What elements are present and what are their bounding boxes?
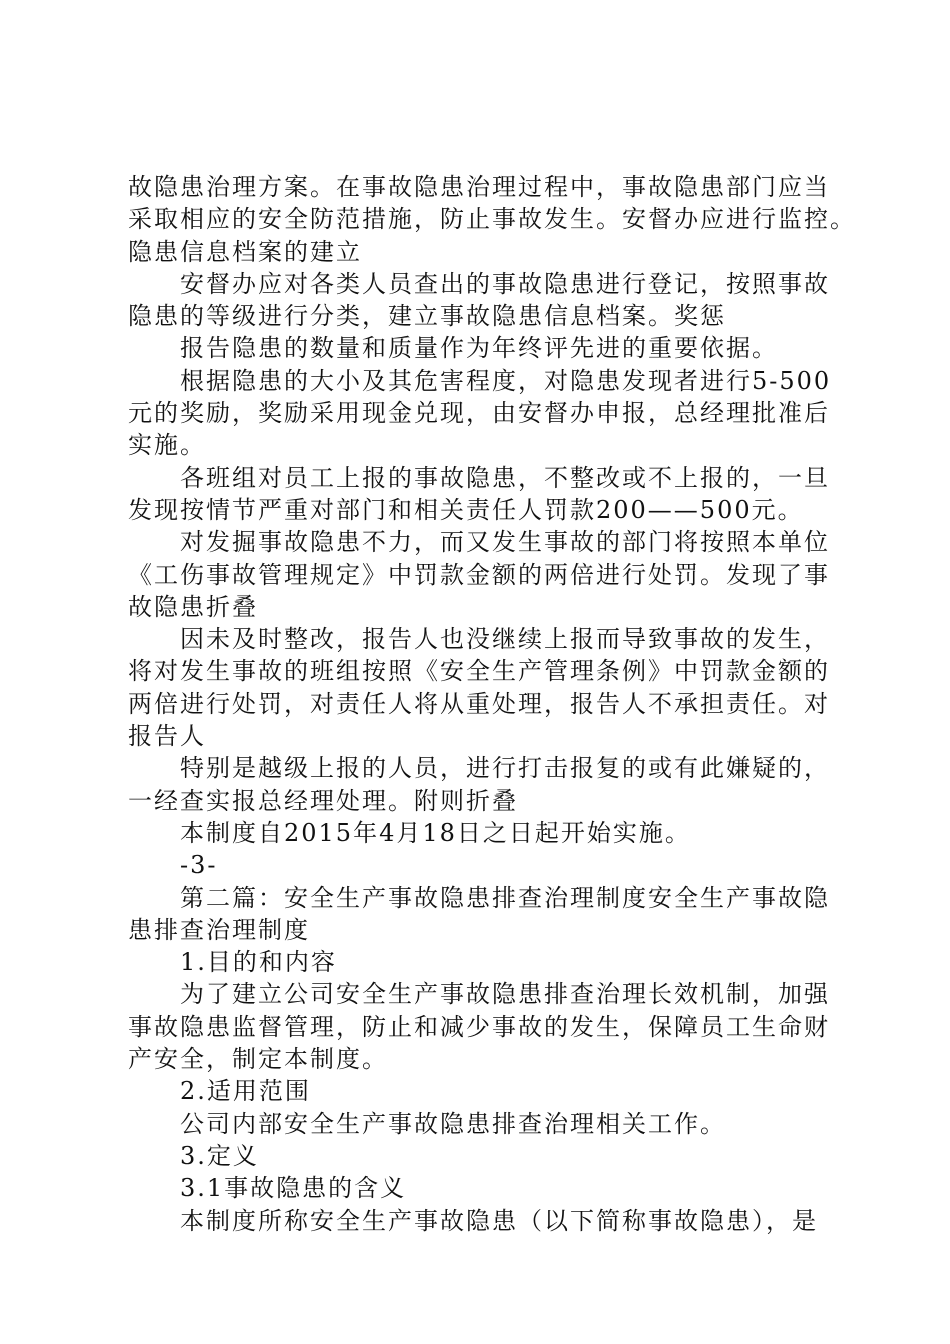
paragraph-line: 故隐患折叠: [128, 592, 258, 621]
paragraph-line: 元的奖励，奖励采用现金兑现，由安督办申报，总经理批准后: [128, 399, 830, 428]
paragraph-line: 将对发生事故的班组按照《安全生产管理条例》中罚款金额的: [128, 657, 830, 686]
paragraph-line-indented: 因未及时整改，报告人也没继续上报而导致事故的发生，: [180, 625, 830, 654]
paragraph-line-indented: 公司内部安全生产事故隐患排查治理相关工作。: [180, 1109, 726, 1138]
paragraph-line-indented: 报告隐患的数量和质量作为年终评先进的重要依据。: [180, 334, 778, 363]
paragraph-line-indented: 3.定义: [180, 1141, 259, 1170]
paragraph-line: 两倍进行处罚，对责任人将从重处理，报告人不承担责任。对: [128, 689, 830, 718]
paragraph-line: 隐患的等级进行分类，建立事故隐患信息档案。奖惩: [128, 302, 726, 331]
paragraph-line-indented: 本制度自2015年4月18日之日起开始实施。: [180, 818, 691, 847]
paragraph-line-indented: 特别是越级上报的人员，进行打击报复的或有此嫌疑的，: [180, 754, 830, 783]
paragraph-line-indented: 各班组对员工上报的事故隐患，不整改或不上报的，一旦: [180, 463, 830, 492]
paragraph-line-indented: 对发掘事故隐患不力，而又发生事故的部门将按照本单位: [180, 528, 830, 557]
paragraph-line-indented: 3.1事故隐患的含义: [180, 1174, 407, 1203]
paragraph-line: 发现按情节严重对部门和相关责任人罚款200——500元。: [128, 495, 804, 524]
paragraph-line-indented: 根据隐患的大小及其危害程度，对隐患发现者进行5-500: [180, 366, 832, 395]
paragraph-line: 实施。: [128, 431, 206, 460]
paragraph-line: 隐患信息档案的建立: [128, 237, 362, 266]
paragraph-line-indented: 为了建立公司安全生产事故隐患排查治理长效机制，加强: [180, 980, 830, 1009]
paragraph-line: 一经查实报总经理处理。附则折叠: [128, 786, 518, 815]
paragraph-line-indented: -3-: [180, 851, 218, 880]
paragraph-line: 产安全，制定本制度。: [128, 1045, 388, 1074]
paragraph-line-indented: 1.目的和内容: [180, 948, 337, 977]
paragraph-line: 采取相应的安全防范措施，防止事故发生。安督办应进行监控。: [128, 205, 856, 234]
paragraph-line: 事故隐患监督管理，防止和减少事故的发生，保障员工生命财: [128, 1012, 830, 1041]
paragraph-line-indented: 安督办应对各类人员查出的事故隐患进行登记，按照事故: [180, 269, 830, 298]
paragraph-line: 故隐患治理方案。在事故隐患治理过程中，事故隐患部门应当: [128, 173, 830, 201]
document-body: [128, 171, 856, 1237]
paragraph-line: 《工伤事故管理规定》中罚款金额的两倍进行处罚。发现了事: [128, 560, 830, 589]
paragraph-line: 报告人: [128, 722, 206, 751]
paragraph-line: 患排查治理制度: [128, 915, 310, 944]
paragraph-line-indented: 2.适用范围: [180, 1077, 311, 1106]
paragraph-line-indented: 第二篇：安全生产事故隐患排查治理制度安全生产事故隐: [180, 883, 830, 912]
paragraph-line-indented: 本制度所称安全生产事故隐患（以下简称事故隐患），是: [180, 1206, 818, 1235]
